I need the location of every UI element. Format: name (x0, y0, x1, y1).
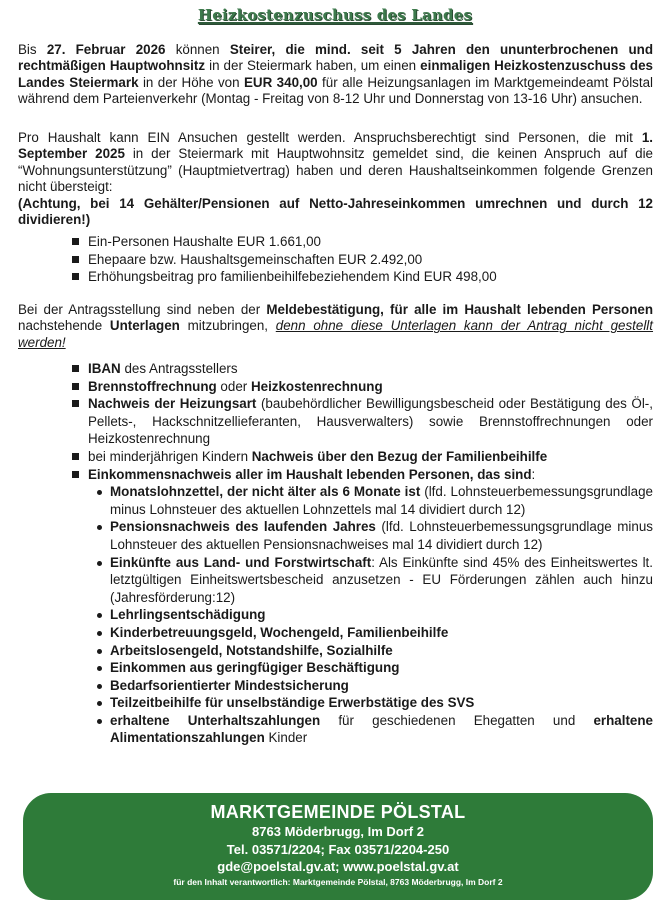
deadline: 27. Februar 2026 (46, 42, 166, 57)
income-text: : Als Einkünfte sind 45% des Einheitswertes lt. letztgültigen Einheitswertsbescheid anzusetzen - EU Förderungen zählen auch hinzu (Jahresförderung:12) (110, 554, 653, 605)
document-item-income-proof (72, 466, 653, 748)
document-text: oder (216, 378, 251, 394)
documents-warning: denn ohne diese Unterlagen kann der Antrag nicht gestellt werden! (18, 318, 654, 350)
income-text: für geschiedenen Ehegatten und (320, 712, 594, 728)
income-label: Pensionsnachweis des laufenden Jahres (110, 519, 376, 535)
income-item (94, 518, 653, 553)
documents-intro-text: nachstehende (18, 318, 110, 334)
income-item (94, 677, 653, 695)
municipality-web-email: gde@poelstal.gv.at; www.poelstal.gv.at (217, 859, 459, 874)
income-label: erhaltene Unterhaltszahlungen (110, 712, 321, 728)
document-text: : (531, 466, 536, 482)
intro-text: in der Höhe von (138, 74, 244, 90)
income-label: Lehrlingsentschädigung (110, 607, 266, 623)
subsidy-amount: EUR 340,00 (243, 74, 318, 90)
document-label: Brennstoffrechnung (88, 378, 217, 394)
reference-date: 1. September 2025 (18, 130, 653, 162)
documents-intro-text: Bei der Antragsstellung sind neben der (18, 302, 267, 317)
municipality-address: 8763 Möderbrugg, Im Dorf 2 (252, 824, 424, 839)
document-text: bei minderjährigen Kindern (88, 448, 252, 464)
eligibility-condition: Steirer, die mind. seit 5 Jahren den ununterbrochenen und rechtmäßigen Hauptwohnsitz (18, 42, 653, 74)
income-item (94, 694, 653, 712)
income-sources-list (94, 483, 653, 747)
eligibility-text: in der Steiermark mit Hauptwohnsitz gemeldet sind, die keinen Anspruch auf die “Wohnungsunterstützung” (Hauptmietvertrag) haben und deren Haushaltseinkommen folgende Grenzen nicht übersteigt: (18, 146, 653, 195)
income-text: (lfd. Lohnsteuerbemessungsgrundlage minus Lohnsteuer des aktuellen Lohnzettels mal 14 dividiert durch 12) (110, 484, 653, 517)
income-item (94, 483, 653, 518)
eligibility-paragraph (18, 130, 653, 228)
required-documents-list (72, 360, 653, 747)
page-title: Heizkostenzuschuss des Landes (197, 6, 473, 24)
income-label: Kinderbetreuungsgeld, Wochengeld, Familienbeihilfe (110, 624, 449, 640)
income-text: (lfd. Lohnsteuerbemessungsgrundlage minus Lohnsteuer des aktuellen Pensionsnachweises mal 14 dividiert durch 12) (110, 519, 653, 552)
income-label: Arbeitslosengeld, Notstandshilfe, Sozialhilfe (110, 642, 393, 658)
document-item-fuel-invoice (72, 378, 653, 396)
subsidy-name: einmaligen Heizkostenzuschuss des Landes Steiermark (18, 58, 653, 90)
income-item (94, 642, 653, 660)
document-item-family-allowance (72, 448, 653, 466)
income-limit-item: Erhöhungsbeitrag pro familienbeihilfebeziehendem Kind EUR 498,00 (72, 268, 632, 286)
income-item (94, 712, 653, 747)
intro-text: in der Steiermark haben, um einen (205, 58, 421, 74)
document-text: des Antragsstellers (120, 361, 238, 376)
document-label: Nachweis über den Bezug der Familienbeihilfe (251, 448, 548, 464)
documents-label: Unterlagen (109, 318, 180, 334)
intro-text: können (165, 42, 230, 57)
income-label: Teilzeitbeihilfe für unselbständige Erwerbstätige des SVS (110, 695, 475, 711)
income-item (94, 659, 653, 677)
income-item (94, 606, 653, 624)
document-item-heating-proof (72, 395, 653, 448)
income-item (94, 554, 653, 607)
income-limit-item: Ehepaare bzw. Haushaltsgemeinschaften EUR 2.492,00 (72, 251, 632, 269)
income-label: Einkünfte aus Land- und Forstwirtschaft (110, 554, 372, 570)
income-label: Bedarfsorientierter Mindestsicherung (110, 677, 349, 693)
document-label: Heizkostenrechnung (250, 378, 383, 394)
document-label: IBAN (88, 361, 121, 376)
income-label: Monatslohnzettel, der nicht älter als 6 Monate ist (110, 484, 421, 500)
document-item-iban (72, 360, 653, 378)
intro-text: für alle Heizungsanlagen im Marktgemeindeamt Pölstal während dem Parteienverkehr (Montag - Freitag von 8-12 Uhr und Donnerstag von 13-16 Uhr) ansuchen. (18, 74, 654, 107)
income-text: Kinder (264, 730, 308, 746)
income-item (94, 624, 653, 642)
municipality-contact-box (23, 793, 653, 900)
document-label: Einkommensnachweis aller im Haushalt lebenden Personen, das sind (88, 466, 532, 482)
income-label: erhaltene Alimentationszahlungen (110, 712, 653, 746)
documents-intro-text: mitzubringen, (179, 318, 276, 334)
document-label: Nachweis der Heizungsart (88, 396, 257, 412)
document-text: (baubehördlicher Bewilligungsbescheid oder Bestätigung des Öl-, Pellets-, Hackschnitzellieferanten, Hausverwalters) sowie Brennstoffrechnungen oder Heizkostenrechnung (88, 396, 653, 447)
income-limits-list (72, 233, 632, 286)
income-label: Einkommen aus geringfügiger Beschäftigung (110, 660, 400, 676)
intro-paragraph (18, 42, 653, 108)
calculation-note: (Achtung, bei 14 Gehälter/Pensionen auf Netto-Jahreseinkommen umrechnen und durch 12 dividieren!) (18, 195, 653, 228)
documents-intro-paragraph (18, 302, 653, 351)
income-limit-item: Ein-Personen Haushalte EUR 1.661,00 (72, 233, 632, 251)
municipality-name: MARKTGEMEINDE PÖLSTAL (210, 802, 466, 822)
municipality-phone: Tel. 03571/2204; Fax 03571/2204-250 (226, 841, 450, 857)
responsibility-note: für den Inhalt verantwortlich: Marktgemeinde Pölstal, 8763 Möderbrugg, Im Dorf 2 (173, 876, 503, 887)
registration-requirement: Meldebestätigung, für alle im Haushalt lebenden Personen (266, 302, 653, 317)
intro-text: Bis (18, 42, 47, 57)
eligibility-text: Pro Haushalt kann EIN Ansuchen gestellt werden. Anspruchsberechtigt sind Personen, die mit (18, 130, 642, 145)
